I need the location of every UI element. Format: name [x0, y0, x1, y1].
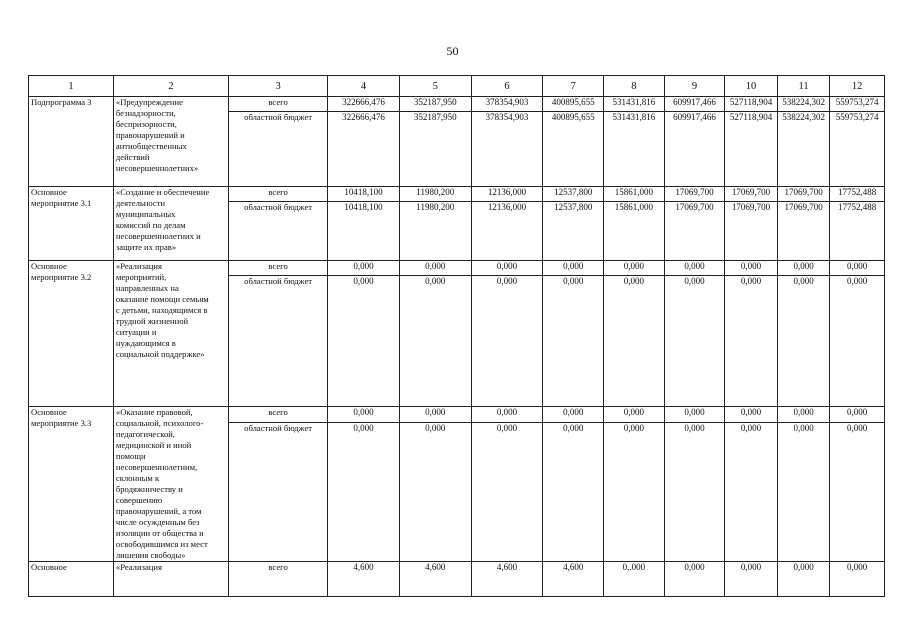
- amount-cell: 0,000: [830, 562, 885, 597]
- amount-cell: 0,000: [471, 276, 543, 407]
- program-code-cell: Основное: [29, 562, 114, 597]
- amount-cell: 15861,000: [604, 187, 665, 202]
- amount-cell: 17069,700: [725, 202, 778, 261]
- amount-cell: 0,000: [471, 407, 543, 423]
- table-row: [29, 261, 885, 276]
- amount-cell: 378354,903: [471, 112, 543, 187]
- table-row: [29, 187, 885, 202]
- amount-cell: 4,600: [543, 562, 604, 597]
- amount-cell: 527118,904: [725, 97, 778, 112]
- amount-cell: 609917,466: [664, 97, 725, 112]
- amount-cell: 17069,700: [777, 187, 830, 202]
- amount-cell: 0,000: [664, 276, 725, 407]
- amount-cell: 17069,700: [777, 202, 830, 261]
- amount-cell: 10418,100: [328, 187, 400, 202]
- header-cell: 7: [543, 76, 604, 97]
- amount-cell: 378354,903: [471, 97, 543, 112]
- funding-source-cell: всего: [229, 97, 328, 112]
- amount-cell: 0,000: [604, 261, 665, 276]
- funding-source-cell: всего: [229, 187, 328, 202]
- amount-cell: 322666,476: [328, 112, 400, 187]
- header-cell: 9: [664, 76, 725, 97]
- amount-cell: 400895,655: [543, 112, 604, 187]
- amount-cell: 17752,488: [830, 187, 885, 202]
- amount-cell: 0,000: [777, 562, 830, 597]
- amount-cell: 17069,700: [664, 202, 725, 261]
- amount-cell: 0,000: [543, 422, 604, 561]
- amount-cell: 0,000: [543, 261, 604, 276]
- funding-source-cell: областной бюджет: [229, 112, 328, 187]
- amount-cell: 0,000: [664, 422, 725, 561]
- amount-cell: 0,000: [777, 276, 830, 407]
- program-name-cell: «Оказание правовой, социальной, психолого- педагогической, медицинской и иной помощи несовершеннолетним, склонным к бродяжничеству и совершению правонарушений, а том числе осужденным без изоляции от общества и освободившимся из мест лишения свободы»: [113, 407, 228, 562]
- program-name-cell: «Реализация: [113, 562, 228, 597]
- amount-cell: 400895,655: [543, 97, 604, 112]
- table-row: [29, 407, 885, 423]
- funding-source-cell: всего: [229, 562, 328, 597]
- amount-cell: 0,000: [830, 407, 885, 423]
- amount-cell: 0,000: [543, 276, 604, 407]
- amount-cell: 4,600: [471, 562, 543, 597]
- amount-cell: 4,600: [328, 562, 400, 597]
- amount-cell: 0,000: [328, 276, 400, 407]
- amount-cell: 559753,274: [830, 112, 885, 187]
- amount-cell: 11980,200: [399, 187, 471, 202]
- amount-cell: 0,000: [471, 261, 543, 276]
- amount-cell: 531431,816: [604, 97, 665, 112]
- amount-cell: 0,000: [777, 422, 830, 561]
- amount-cell: 12537,800: [543, 202, 604, 261]
- header-row: [29, 76, 885, 97]
- header-cell: 6: [471, 76, 543, 97]
- header-cell: 1: [29, 76, 114, 97]
- budget-table: [28, 75, 885, 597]
- amount-cell: 17069,700: [725, 187, 778, 202]
- amount-cell: 15861,000: [604, 202, 665, 261]
- funding-source-cell: областной бюджет: [229, 276, 328, 407]
- funding-source-cell: областной бюджет: [229, 422, 328, 561]
- header-cell: 12: [830, 76, 885, 97]
- header-cell: 8: [604, 76, 665, 97]
- table-row: [29, 97, 885, 112]
- amount-cell: 531431,816: [604, 112, 665, 187]
- amount-cell: 322666,476: [328, 97, 400, 112]
- amount-cell: 0,000: [399, 276, 471, 407]
- header-cell: 4: [328, 76, 400, 97]
- amount-cell: 0,000: [725, 422, 778, 561]
- amount-cell: 352187,950: [399, 97, 471, 112]
- amount-cell: 0,000: [725, 562, 778, 597]
- header-cell: 10: [725, 76, 778, 97]
- amount-cell: 11980,200: [399, 202, 471, 261]
- amount-cell: 609917,466: [664, 112, 725, 187]
- amount-cell: 527118,904: [725, 112, 778, 187]
- amount-cell: 0,000: [664, 407, 725, 423]
- amount-cell: 0,000: [399, 407, 471, 423]
- amount-cell: 0,000: [725, 407, 778, 423]
- header-cell: 11: [777, 76, 830, 97]
- amount-cell: 4,600: [399, 562, 471, 597]
- amount-cell: 0,000: [604, 407, 665, 423]
- header-cell: 3: [229, 76, 328, 97]
- amount-cell: 0,000: [399, 422, 471, 561]
- page-number: 50: [446, 44, 459, 58]
- amount-cell: 0,000: [543, 407, 604, 423]
- amount-cell: 0,000: [725, 261, 778, 276]
- amount-cell: 559753,274: [830, 97, 885, 112]
- amount-cell: 0,000: [830, 261, 885, 276]
- amount-cell: 0,000: [830, 422, 885, 561]
- amount-cell: 10418,100: [328, 202, 400, 261]
- amount-cell: 12537,800: [543, 187, 604, 202]
- amount-cell: 0,000: [725, 276, 778, 407]
- amount-cell: 0,000: [328, 407, 400, 423]
- amount-cell: 538224,302: [777, 112, 830, 187]
- amount-cell: 538224,302: [777, 97, 830, 112]
- amount-cell: 0,000: [777, 407, 830, 423]
- amount-cell: 0,000: [664, 562, 725, 597]
- funding-source-cell: всего: [229, 407, 328, 423]
- program-name-cell: «Предупреждение безнадзорности, беспризорности, правонарушений и антиобщественных действий несовершеннолетних»: [113, 97, 228, 187]
- amount-cell: 12136,000: [471, 202, 543, 261]
- amount-cell: 0,000: [471, 422, 543, 561]
- amount-cell: 17069,700: [664, 187, 725, 202]
- amount-cell: 0,000: [664, 261, 725, 276]
- amount-cell: 0,.000: [604, 562, 665, 597]
- program-code-cell: Основное мероприятие 3.1: [29, 187, 114, 261]
- amount-cell: 0,000: [830, 276, 885, 407]
- amount-cell: 352187,950: [399, 112, 471, 187]
- program-code-cell: Подпрограмма 3: [29, 97, 114, 187]
- amount-cell: 0,000: [604, 422, 665, 561]
- funding-source-cell: областной бюджет: [229, 202, 328, 261]
- funding-source-cell: всего: [229, 261, 328, 276]
- header-cell: 2: [113, 76, 228, 97]
- table-row: [29, 562, 885, 597]
- amount-cell: 17752,488: [830, 202, 885, 261]
- amount-cell: 0,000: [604, 276, 665, 407]
- header-cell: 5: [399, 76, 471, 97]
- amount-cell: 0,000: [328, 261, 400, 276]
- amount-cell: 0,000: [399, 261, 471, 276]
- amount-cell: 0,000: [777, 261, 830, 276]
- program-name-cell: «Создание и обеспечение деятельности муниципальных комиссий по делам несовершеннолетних и защите их прав»: [113, 187, 228, 261]
- program-name-cell: «Реализация мероприятий, направленных на оказание помощи семьям с детьми, находящимся в трудной жизненной ситуации и нуждающимся в социальной поддержке»: [113, 261, 228, 407]
- program-code-cell: Основное мероприятие 3.3: [29, 407, 114, 562]
- amount-cell: 0,000: [328, 422, 400, 561]
- amount-cell: 12136,000: [471, 187, 543, 202]
- program-code-cell: Основное мероприятие 3.2: [29, 261, 114, 407]
